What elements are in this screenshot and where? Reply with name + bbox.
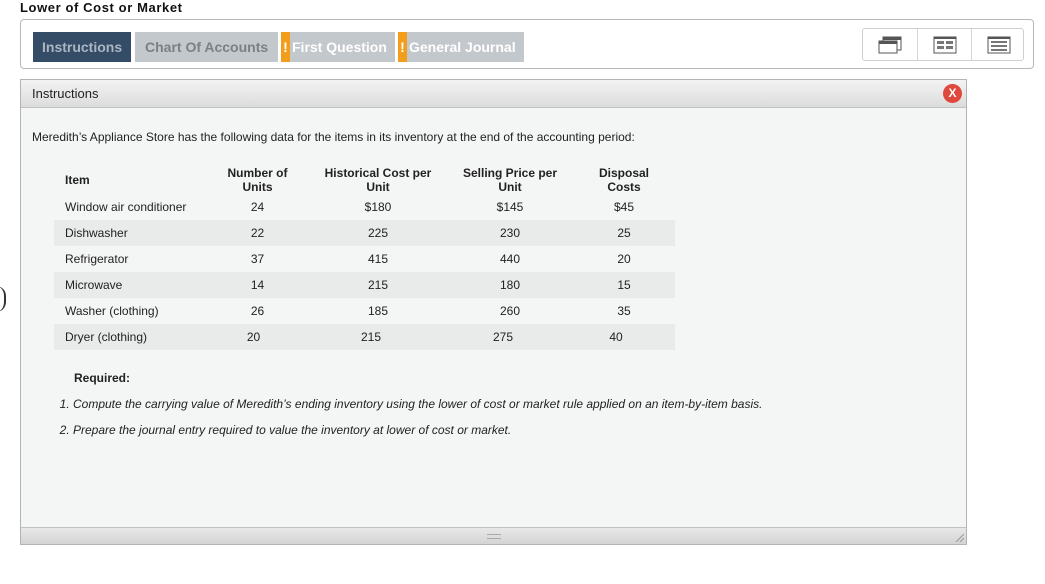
cell-item: Washer (clothing) — [54, 298, 206, 324]
panel-header — [21, 80, 966, 108]
cell-units: 26 — [206, 298, 309, 324]
cell-disposal-costs: $45 — [573, 194, 675, 220]
left-edge-bracket — [0, 286, 6, 312]
cell-historical-cost: 225 — [309, 220, 447, 246]
stacked-windows-icon — [878, 36, 902, 54]
cell-item: Dryer (clothing) — [54, 324, 206, 350]
resize-handle-icon[interactable] — [954, 532, 964, 542]
cell-disposal-costs: 20 — [573, 246, 675, 272]
cell-selling-price: 260 — [447, 298, 573, 324]
page-title: Lower of Cost or Market — [20, 0, 183, 15]
column-header-historical-cost: Historical Cost per Unit — [324, 166, 432, 194]
cell-disposal-costs: 15 — [573, 272, 675, 298]
table-header-row — [54, 166, 675, 194]
table-row — [54, 194, 675, 220]
tab-chart-of-accounts[interactable] — [135, 32, 278, 62]
cell-disposal-costs: 40 — [573, 324, 675, 350]
tab-bar — [20, 19, 1034, 69]
cell-item: Refrigerator — [54, 246, 206, 272]
cell-selling-price: $145 — [447, 194, 573, 220]
required-list — [32, 391, 762, 443]
instructions-panel — [20, 79, 967, 545]
cell-units: 37 — [206, 246, 309, 272]
drag-grip-icon[interactable] — [487, 534, 501, 539]
column-header-selling-price: Selling Price per Unit — [462, 166, 558, 194]
table-row — [54, 298, 675, 324]
tab-label: General Journal — [409, 39, 516, 55]
cell-historical-cost: $180 — [309, 194, 447, 220]
cell-units: 20 — [206, 324, 309, 350]
tab-label: First Question — [292, 39, 387, 55]
cell-units: 22 — [206, 220, 309, 246]
cell-historical-cost: 185 — [309, 298, 447, 324]
cell-selling-price: 440 — [447, 246, 573, 272]
cell-disposal-costs: 25 — [573, 220, 675, 246]
close-button[interactable]: X — [943, 84, 962, 103]
column-header-units: Number of Units — [227, 166, 288, 194]
tab-label: Instructions — [42, 39, 123, 55]
alert-flag-icon: ! — [398, 32, 407, 62]
column-header-item: Item — [65, 173, 90, 187]
list-layout-icon — [987, 36, 1011, 54]
list-view-button[interactable] — [971, 29, 1026, 60]
cell-selling-price: 180 — [447, 272, 573, 298]
alert-flag-icon: ! — [281, 32, 290, 62]
table-row — [54, 246, 675, 272]
inventory-table — [54, 166, 675, 350]
cell-item: Window air conditioner — [54, 194, 206, 220]
cell-historical-cost: 215 — [309, 272, 447, 298]
required-heading: Required: — [74, 371, 131, 385]
panel-footer — [21, 527, 966, 544]
column-header-disposal-costs: Disposal Costs — [598, 166, 649, 194]
cell-historical-cost: 215 — [309, 324, 447, 350]
cell-selling-price: 275 — [447, 324, 573, 350]
tab-instructions[interactable] — [33, 32, 131, 62]
stacked-view-button[interactable] — [863, 29, 917, 60]
table-row — [54, 272, 675, 298]
required-item: 2. Prepare the journal entry required to value the inventory at lower of cost or market. — [73, 417, 762, 443]
cell-units: 14 — [206, 272, 309, 298]
cell-disposal-costs: 35 — [573, 298, 675, 324]
cell-units: 24 — [206, 194, 309, 220]
cell-item: Dishwasher — [54, 220, 206, 246]
table-row — [54, 324, 675, 350]
table-row — [54, 220, 675, 246]
view-layout-group — [862, 28, 1024, 61]
split-layout-icon — [933, 36, 957, 54]
split-view-button[interactable] — [917, 29, 972, 60]
cell-historical-cost: 415 — [309, 246, 447, 272]
required-item: 1. Compute the carrying value of Meredith’s ending inventory using the lower of cost or market rule applied on an item-by-item basis. — [73, 391, 762, 417]
tab-first-question[interactable] — [281, 32, 395, 62]
cell-item: Microwave — [54, 272, 206, 298]
intro-text: Meredith’s Appliance Store has the following data for the items in its inventory at the end of the accounting period: — [32, 130, 635, 144]
cell-selling-price: 230 — [447, 220, 573, 246]
panel-title: Instructions — [32, 86, 99, 101]
tab-general-journal[interactable] — [398, 32, 524, 62]
tab-label: Chart Of Accounts — [145, 39, 269, 55]
